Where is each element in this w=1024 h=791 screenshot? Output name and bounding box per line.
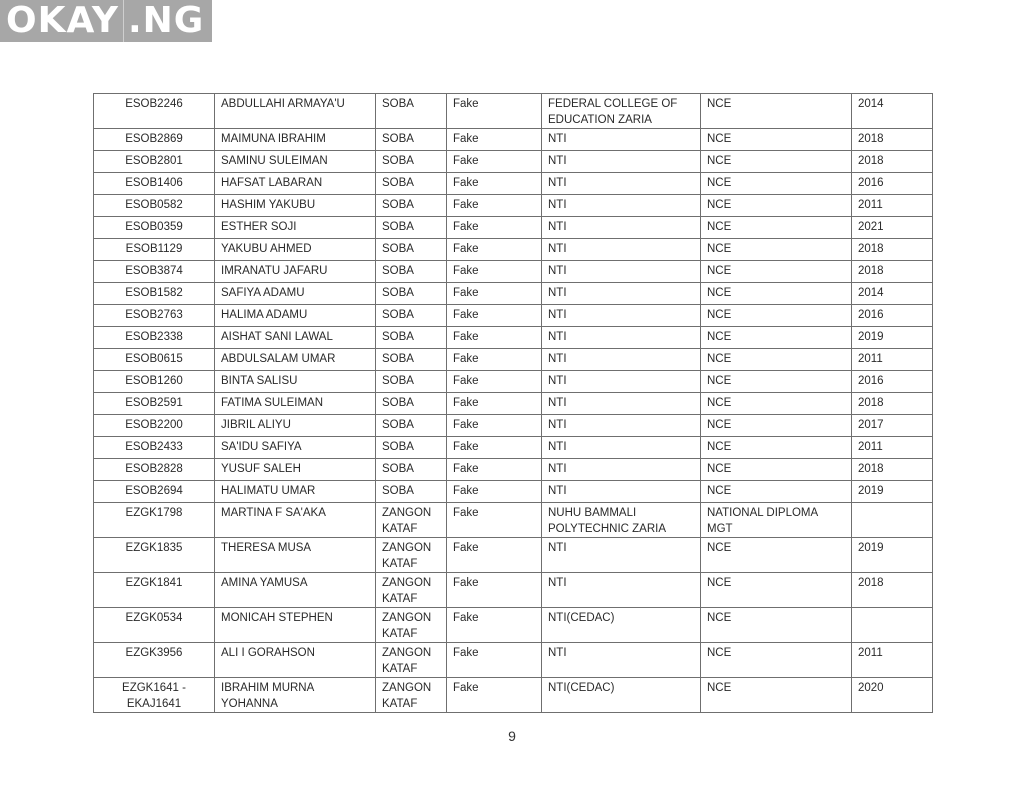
cell-name: MARTINA F SA'AKA (215, 503, 376, 538)
cell-qualification: NCE (701, 239, 852, 261)
cell-institution: NUHU BAMMALI POLYTECHNIC ZARIA (542, 503, 701, 538)
cell-status: Fake (447, 327, 542, 349)
cell-qualification: NATIONAL DIPLOMA MGT (701, 503, 852, 538)
cell-status: Fake (447, 678, 542, 713)
cell-status: Fake (447, 393, 542, 415)
table-row (94, 371, 933, 393)
cell-year: 2016 (852, 173, 933, 195)
cell-lga: SOBA (376, 481, 447, 503)
cell-status: Fake (447, 459, 542, 481)
table-row (94, 503, 933, 538)
cell-lga: SOBA (376, 349, 447, 371)
cell-lga: ZANGON KATAF (376, 678, 447, 713)
table-row (94, 129, 933, 151)
table-row (94, 283, 933, 305)
cell-id: ESOB2433 (94, 437, 215, 459)
cell-lga: SOBA (376, 327, 447, 349)
cell-year: 2016 (852, 305, 933, 327)
table-row (94, 217, 933, 239)
cell-institution: NTI (542, 371, 701, 393)
cell-qualification: NCE (701, 678, 852, 713)
watermark-part-ng: .NG (127, 0, 205, 41)
cell-qualification: NCE (701, 129, 852, 151)
table-row (94, 393, 933, 415)
table-row (94, 678, 933, 713)
cell-year (852, 503, 933, 538)
cell-institution: NTI (542, 393, 701, 415)
cell-institution: NTI (542, 261, 701, 283)
table-row (94, 608, 933, 643)
cell-year: 2011 (852, 437, 933, 459)
cell-lga: ZANGON KATAF (376, 503, 447, 538)
cell-institution: NTI(CEDAC) (542, 678, 701, 713)
cell-year: 2011 (852, 349, 933, 371)
cell-year: 2018 (852, 573, 933, 608)
cell-id: ESOB2694 (94, 481, 215, 503)
cell-id: EZGK1835 (94, 538, 215, 573)
cell-institution: NTI (542, 283, 701, 305)
cell-id: ESOB0359 (94, 217, 215, 239)
cell-name: YUSUF SALEH (215, 459, 376, 481)
cell-qualification: NCE (701, 415, 852, 437)
cell-qualification: NCE (701, 261, 852, 283)
cell-institution: NTI (542, 415, 701, 437)
table-row (94, 538, 933, 573)
table-row (94, 195, 933, 217)
cell-name: ABDULSALAM UMAR (215, 349, 376, 371)
cell-lga: ZANGON KATAF (376, 608, 447, 643)
cell-name: SAFIYA ADAMU (215, 283, 376, 305)
cell-status: Fake (447, 129, 542, 151)
cell-status: Fake (447, 371, 542, 393)
cell-qualification: NCE (701, 459, 852, 481)
cell-qualification: NCE (701, 349, 852, 371)
cell-name: YAKUBU AHMED (215, 239, 376, 261)
cell-institution: NTI (542, 459, 701, 481)
cell-status: Fake (447, 195, 542, 217)
table-row (94, 305, 933, 327)
cell-qualification: NCE (701, 305, 852, 327)
cell-status: Fake (447, 94, 542, 129)
cell-id: ESOB2200 (94, 415, 215, 437)
cell-lga: ZANGON KATAF (376, 538, 447, 573)
cell-lga: SOBA (376, 371, 447, 393)
cell-id: ESOB2246 (94, 94, 215, 129)
cell-status: Fake (447, 261, 542, 283)
cell-qualification: NCE (701, 283, 852, 305)
records-table-body (94, 94, 933, 713)
cell-status: Fake (447, 305, 542, 327)
cell-year (852, 608, 933, 643)
cell-name: SA'IDU SAFIYA (215, 437, 376, 459)
cell-qualification: NCE (701, 573, 852, 608)
table-row (94, 459, 933, 481)
cell-name: MONICAH STEPHEN (215, 608, 376, 643)
cell-name: AISHAT SANI LAWAL (215, 327, 376, 349)
records-table (93, 93, 933, 713)
table-row (94, 327, 933, 349)
cell-id: ESOB1406 (94, 173, 215, 195)
cell-qualification: NCE (701, 538, 852, 573)
cell-name: AMINA YAMUSA (215, 573, 376, 608)
cell-id: EZGK1841 (94, 573, 215, 608)
cell-id: ESOB2338 (94, 327, 215, 349)
cell-year: 2014 (852, 283, 933, 305)
cell-institution: NTI (542, 239, 701, 261)
table-row (94, 94, 933, 129)
cell-id: ESOB2801 (94, 151, 215, 173)
cell-status: Fake (447, 239, 542, 261)
cell-status: Fake (447, 283, 542, 305)
cell-id: EZGK1798 (94, 503, 215, 538)
cell-institution: NTI (542, 129, 701, 151)
cell-status: Fake (447, 643, 542, 678)
cell-lga: SOBA (376, 195, 447, 217)
cell-institution: NTI (542, 643, 701, 678)
cell-lga: SOBA (376, 393, 447, 415)
cell-institution: FEDERAL COLLEGE OF EDUCATION ZARIA (542, 94, 701, 129)
cell-institution: NTI (542, 327, 701, 349)
cell-year: 2019 (852, 538, 933, 573)
cell-qualification: NCE (701, 195, 852, 217)
cell-id: ESOB1260 (94, 371, 215, 393)
cell-name: HASHIM YAKUBU (215, 195, 376, 217)
cell-year: 2019 (852, 481, 933, 503)
cell-id: ESOB0615 (94, 349, 215, 371)
cell-name: ABDULLAHI ARMAYA'U (215, 94, 376, 129)
okay-ng-watermark-logo (0, 0, 212, 42)
cell-id: ESOB2763 (94, 305, 215, 327)
cell-year: 2018 (852, 129, 933, 151)
cell-institution: NTI (542, 573, 701, 608)
cell-lga: SOBA (376, 305, 447, 327)
table-row (94, 415, 933, 437)
table-row (94, 173, 933, 195)
cell-id: ESOB1129 (94, 239, 215, 261)
cell-year: 2018 (852, 261, 933, 283)
cell-status: Fake (447, 481, 542, 503)
cell-qualification: NCE (701, 643, 852, 678)
cell-name: ALI I GORAHSON (215, 643, 376, 678)
cell-year: 2018 (852, 459, 933, 481)
cell-lga: SOBA (376, 94, 447, 129)
cell-name: JIBRIL ALIYU (215, 415, 376, 437)
cell-name: HAFSAT LABARAN (215, 173, 376, 195)
watermark-part-okay: OKAY (0, 0, 124, 42)
cell-id: EZGK3956 (94, 643, 215, 678)
cell-id: EZGK1641 - EKAJ1641 (94, 678, 215, 713)
cell-lga: SOBA (376, 437, 447, 459)
table-row (94, 643, 933, 678)
cell-id: ESOB1582 (94, 283, 215, 305)
cell-year: 2020 (852, 678, 933, 713)
cell-name: SAMINU SULEIMAN (215, 151, 376, 173)
page-number: 9 (508, 728, 516, 744)
cell-status: Fake (447, 573, 542, 608)
cell-status: Fake (447, 151, 542, 173)
cell-status: Fake (447, 608, 542, 643)
cell-qualification: NCE (701, 608, 852, 643)
cell-status: Fake (447, 538, 542, 573)
table-row (94, 481, 933, 503)
cell-qualification: NCE (701, 437, 852, 459)
cell-name: FATIMA SULEIMAN (215, 393, 376, 415)
cell-institution: NTI (542, 195, 701, 217)
cell-institution: NTI(CEDAC) (542, 608, 701, 643)
cell-lga: ZANGON KATAF (376, 573, 447, 608)
cell-status: Fake (447, 173, 542, 195)
cell-lga: SOBA (376, 129, 447, 151)
cell-year: 2011 (852, 643, 933, 678)
cell-year: 2018 (852, 393, 933, 415)
cell-year: 2018 (852, 151, 933, 173)
cell-status: Fake (447, 503, 542, 538)
cell-year: 2017 (852, 415, 933, 437)
table-row (94, 437, 933, 459)
cell-lga: SOBA (376, 239, 447, 261)
cell-name: ESTHER SOJI (215, 217, 376, 239)
cell-year: 2016 (852, 371, 933, 393)
cell-qualification: NCE (701, 393, 852, 415)
cell-lga: SOBA (376, 261, 447, 283)
cell-institution: NTI (542, 151, 701, 173)
table-row (94, 151, 933, 173)
cell-status: Fake (447, 437, 542, 459)
cell-id: ESOB2869 (94, 129, 215, 151)
cell-name: IMRANATU JAFARU (215, 261, 376, 283)
cell-lga: SOBA (376, 283, 447, 305)
cell-id: ESOB2591 (94, 393, 215, 415)
cell-id: ESOB3874 (94, 261, 215, 283)
cell-institution: NTI (542, 217, 701, 239)
cell-lga: ZANGON KATAF (376, 643, 447, 678)
cell-qualification: NCE (701, 371, 852, 393)
cell-qualification: NCE (701, 94, 852, 129)
cell-qualification: NCE (701, 151, 852, 173)
cell-qualification: NCE (701, 481, 852, 503)
cell-lga: SOBA (376, 173, 447, 195)
cell-institution: NTI (542, 349, 701, 371)
cell-name: BINTA SALISU (215, 371, 376, 393)
cell-status: Fake (447, 415, 542, 437)
cell-institution: NTI (542, 538, 701, 573)
cell-lga: SOBA (376, 415, 447, 437)
table-row (94, 261, 933, 283)
cell-year: 2018 (852, 239, 933, 261)
cell-institution: NTI (542, 481, 701, 503)
cell-qualification: NCE (701, 217, 852, 239)
cell-name: MAIMUNA IBRAHIM (215, 129, 376, 151)
cell-year: 2014 (852, 94, 933, 129)
cell-lga: SOBA (376, 217, 447, 239)
cell-institution: NTI (542, 305, 701, 327)
cell-institution: NTI (542, 173, 701, 195)
cell-name: THERESA MUSA (215, 538, 376, 573)
cell-year: 2019 (852, 327, 933, 349)
cell-qualification: NCE (701, 327, 852, 349)
cell-lga: SOBA (376, 459, 447, 481)
table-row (94, 573, 933, 608)
cell-id: EZGK0534 (94, 608, 215, 643)
cell-status: Fake (447, 349, 542, 371)
cell-qualification: NCE (701, 173, 852, 195)
cell-id: ESOB0582 (94, 195, 215, 217)
table-row (94, 349, 933, 371)
cell-year: 2021 (852, 217, 933, 239)
cell-name: IBRAHIM MURNA YOHANNA (215, 678, 376, 713)
cell-institution: NTI (542, 437, 701, 459)
cell-name: HALIMATU UMAR (215, 481, 376, 503)
table-row (94, 239, 933, 261)
cell-year: 2011 (852, 195, 933, 217)
cell-name: HALIMA ADAMU (215, 305, 376, 327)
cell-id: ESOB2828 (94, 459, 215, 481)
cell-status: Fake (447, 217, 542, 239)
cell-lga: SOBA (376, 151, 447, 173)
